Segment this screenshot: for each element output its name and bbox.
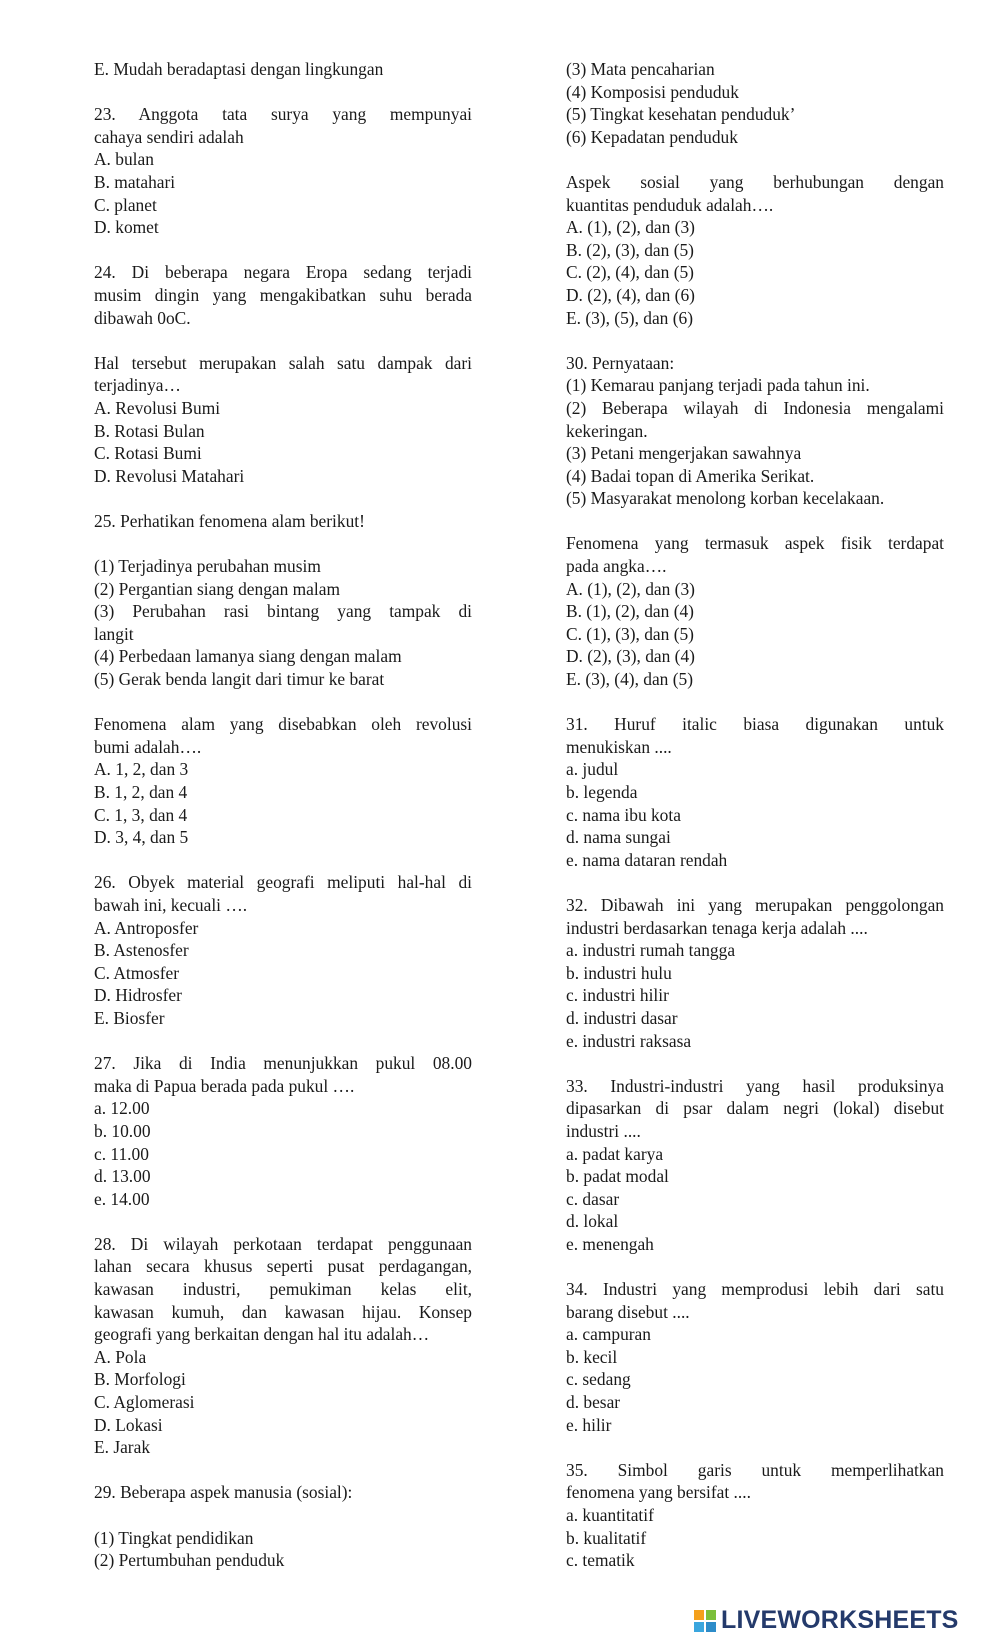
question-25-stem [94, 510, 472, 533]
option: B. Astenosfer [94, 940, 189, 961]
question-text: Aspek sosial yang berhubungan dengan [566, 171, 944, 192]
option: a. campuran [566, 1324, 651, 1345]
list-item: (4) Komposisi penduduk [566, 81, 739, 102]
option: e. hilir [566, 1414, 612, 1435]
option: b. industri hulu [566, 962, 672, 983]
option: d. nama sungai [566, 827, 671, 848]
question-stem: 27. Jika di India menunjukkan pukul 08.00 [94, 1053, 472, 1074]
list-item: (1) Tingkat pendidikan [94, 1527, 254, 1548]
question-text: terjadinya… [94, 375, 181, 396]
option: B. matahari [94, 171, 176, 192]
option: a. 12.00 [94, 1098, 150, 1119]
question-stem: 29. Beberapa aspek manusia (sosial): [94, 1482, 353, 1503]
question-stem: 35. Simbol garis untuk memperlihatkan [566, 1459, 944, 1480]
question-text: kuantitas penduduk adalah…. [566, 194, 774, 215]
question-34 [566, 1278, 944, 1436]
question-stem: 23. Anggota tata surya yang mempunyai [94, 104, 472, 125]
option: a. industri rumah tangga [566, 940, 736, 961]
question-text: pada angka…. [566, 556, 667, 577]
option: e. nama dataran rendah [566, 849, 728, 870]
question-27 [94, 1052, 472, 1210]
list-item: (4) Perbedaan lamanya siang dengan malam [94, 646, 402, 667]
option: e. 14.00 [94, 1188, 150, 1209]
list-item: (3) Mata pencaharian [566, 59, 715, 79]
question-text: bumi adalah…. [94, 736, 202, 757]
option: D. (2), (3), dan (4) [566, 646, 695, 667]
option: D. 3, 4, dan 5 [94, 827, 189, 848]
question-text: Hal tersebut merupakan salah satu dampak dari [94, 352, 472, 373]
question-stem: cahaya sendiri adalah [94, 126, 244, 147]
question-stem: dipasarkan di psar dalam negri (lokal) disebut [566, 1098, 944, 1119]
list-item: (6) Kepadatan penduduk [566, 126, 738, 147]
question-stem: lahan secara khusus seperti pusat perdagangan, [94, 1256, 472, 1277]
question-stem: menukiskan .... [566, 736, 672, 757]
option: C. Atmosfer [94, 962, 180, 983]
option: d. lokal [566, 1211, 619, 1232]
question-29-items-cont [566, 58, 944, 148]
option: A. (1), (2), dan (3) [566, 578, 695, 599]
option: c. tematik [566, 1550, 635, 1571]
option: A. Pola [94, 1346, 147, 1367]
option: a. kuantitatif [566, 1505, 654, 1525]
option: C. (1), (3), dan (5) [566, 623, 694, 644]
question-stem: maka di Papua berada pada pukul …. [94, 1075, 355, 1096]
question-text: Fenomena alam yang disebabkan oleh revolusi [94, 714, 472, 735]
question-stem: 24. Di beberapa negara Eropa sedang terjadi [94, 262, 472, 283]
question-stem: industri berdasarkan tenaga kerja adalah .... [566, 917, 868, 938]
list-item: (1) Terjadinya perubahan musim [94, 556, 321, 577]
option: A. 1, 2, dan 3 [94, 759, 189, 780]
question-29-items [94, 1527, 472, 1572]
option: e. industri raksasa [566, 1030, 692, 1051]
question-29 [566, 171, 944, 329]
question-35 [566, 1459, 944, 1572]
list-item: (2) Beberapa wilayah di Indonesia mengalami [566, 397, 944, 418]
option: D. Hidrosfer [94, 985, 182, 1006]
list-item: (5) Masyarakat menolong korban kecelakaan. [566, 488, 885, 509]
option: e. menengah [566, 1233, 654, 1254]
list-item: (3) Petani mengerjakan sawahnya [566, 443, 802, 464]
option: d. besar [566, 1392, 621, 1413]
question-stem: industri .... [566, 1120, 641, 1141]
question-25 [94, 713, 472, 849]
question-stem: geografi yang berkaitan dengan hal itu adalah… [94, 1324, 430, 1345]
option: c. sedang [566, 1369, 631, 1390]
question-28 [94, 1233, 472, 1459]
question-30-items [566, 352, 944, 510]
list-item: (1) Kemarau panjang terjadi pada tahun ini. [566, 375, 870, 396]
list-item: kekeringan. [566, 420, 648, 441]
option: B. Morfologi [94, 1369, 186, 1390]
logo-text: LIVEWORKSHEETS [721, 1606, 959, 1634]
option: c. 11.00 [94, 1143, 149, 1164]
option: E. (3), (4), dan (5) [566, 669, 693, 690]
question-stem: bawah ini, kecuali …. [94, 894, 248, 915]
question-stem: kawasan kumuh, dan kawasan hijau. Konsep [94, 1301, 472, 1322]
question-stem: musim dingin yang mengakibatkan suhu berada [94, 284, 472, 305]
question-24 [94, 352, 472, 488]
option: A. (1), (2), dan (3) [566, 217, 695, 238]
option: d. industri dasar [566, 1007, 678, 1028]
question-23 [94, 103, 472, 239]
option: b. 10.00 [94, 1120, 151, 1141]
option: E. Jarak [94, 1437, 151, 1458]
question-stem: 25. Perhatikan fenomena alam berikut! [94, 510, 365, 531]
option: B. (1), (2), dan (4) [566, 601, 694, 622]
question-stem: 33. Industri-industri yang hasil produksinya [566, 1075, 944, 1096]
option: c. dasar [566, 1188, 620, 1209]
liveworksheets-logo[interactable] [693, 1606, 959, 1635]
liveworksheets-grid-icon [693, 1609, 717, 1633]
question-26 [94, 871, 472, 1029]
question-24-stem [94, 261, 472, 329]
option: E. (3), (5), dan (6) [566, 307, 693, 328]
option: B. Rotasi Bulan [94, 420, 205, 441]
question-29-stem [94, 1481, 472, 1504]
previous-option [94, 58, 472, 81]
option: b. padat modal [566, 1166, 669, 1187]
option: C. (2), (4), dan (5) [566, 262, 694, 283]
list-item: (3) Perubahan rasi bintang yang tampak di [94, 601, 472, 622]
option-text: E. Mudah beradaptasi dengan lingkungan [94, 59, 384, 79]
option: C. Rotasi Bumi [94, 443, 202, 464]
option: D. (2), (4), dan (6) [566, 284, 695, 305]
question-stem: kawasan industri, pemukiman kelas elit, [94, 1279, 472, 1300]
option: c. industri hilir [566, 985, 669, 1006]
list-item: (2) Pergantian siang dengan malam [94, 578, 340, 599]
option: D. Revolusi Matahari [94, 465, 245, 486]
option: E. Biosfer [94, 1007, 165, 1028]
question-25-items [94, 555, 472, 691]
option: C. planet [94, 194, 157, 215]
option: A. Revolusi Bumi [94, 397, 221, 418]
question-33 [566, 1075, 944, 1256]
question-32 [566, 894, 944, 1052]
question-stem: fenomena yang bersifat .... [566, 1482, 751, 1503]
option: A. bulan [94, 149, 154, 170]
question-stem: 28. Di wilayah perkotaan terdapat penggunaan [94, 1233, 472, 1254]
option: b. legenda [566, 782, 638, 802]
option: B. (2), (3), dan (5) [566, 239, 694, 260]
question-stem: dibawah 0oC. [94, 307, 191, 328]
question-30 [566, 532, 944, 690]
list-item: (5) Tingkat kesehatan penduduk’ [566, 104, 796, 125]
option: d. 13.00 [94, 1166, 151, 1187]
question-31 [566, 713, 944, 871]
option: c. nama ibu kota [566, 804, 681, 825]
list-item: (5) Gerak benda langit dari timur ke barat [94, 669, 385, 690]
list-item: (4) Badai topan di Amerika Serikat. [566, 465, 815, 486]
option: A. Antroposfer [94, 917, 199, 938]
list-item: (2) Pertumbuhan penduduk [94, 1550, 285, 1571]
question-stem: 34. Industri yang memprodusi lebih dari satu [566, 1279, 944, 1300]
option: D. Lokasi [94, 1414, 163, 1435]
question-stem: 32. Dibawah ini yang merupakan penggolongan [566, 894, 944, 915]
question-text: Fenomena yang termasuk aspek fisik terdapat [566, 533, 944, 554]
question-stem: 26. Obyek material geografi meliputi hal-hal di [94, 872, 472, 893]
option: C. Aglomerasi [94, 1392, 195, 1413]
question-stem: barang disebut .... [566, 1301, 690, 1322]
left-column [94, 58, 472, 1594]
option: a. judul [566, 759, 619, 780]
option: b. kualitatif [566, 1527, 647, 1548]
question-stem: 31. Huruf italic biasa digunakan untuk [566, 714, 944, 735]
option: B. 1, 2, dan 4 [94, 782, 188, 802]
option: b. kecil [566, 1346, 618, 1367]
option: a. padat karya [566, 1143, 664, 1164]
question-stem: 30. Pernyataan: [566, 352, 675, 373]
list-item: langit [94, 623, 134, 644]
option: D. komet [94, 217, 159, 238]
option: C. 1, 3, dan 4 [94, 804, 188, 825]
right-column [566, 58, 944, 1594]
